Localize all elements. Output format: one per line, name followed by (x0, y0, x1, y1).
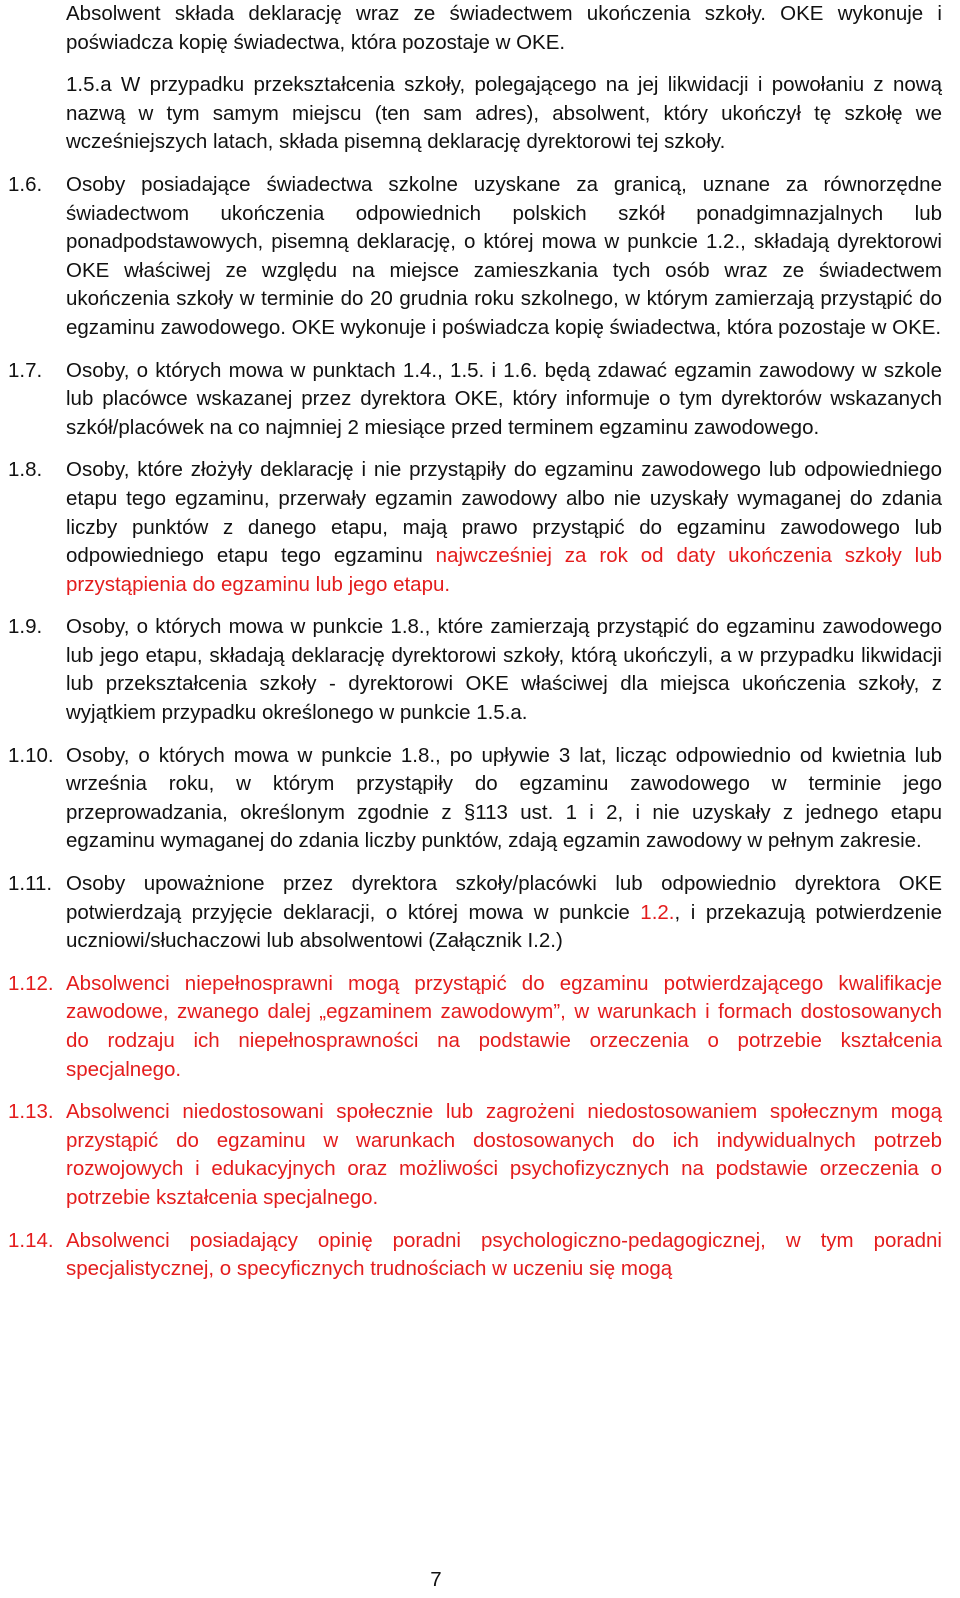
paragraph-gap (0, 343, 960, 357)
paragraph-number: 1.12. (8, 971, 54, 995)
highlighted-reference: 1.2. (640, 900, 675, 924)
paragraph-1-14 (0, 1227, 960, 1284)
paragraph-gap (0, 157, 960, 171)
paragraph-1-9 (0, 613, 960, 727)
paragraph-1-13 (0, 1098, 960, 1212)
paragraph-gap (0, 599, 960, 613)
paragraph-number: 1.14. (8, 1228, 54, 1252)
paragraph-1-12 (0, 970, 960, 1084)
paragraph-text: Osoby upoważnione przez dyrektora szkoły/placówki lub odpowiednio dyrektora OKE potwierdzają przyjęcie deklaracji, o której mowa w punkcie (66, 872, 942, 924)
paragraph-1-11 (0, 870, 960, 956)
paragraph-text: Absolwenci niedostosowani społecznie lub zagrożeni niedostosowaniem społecznym mogą przystąpić do egzaminu w warunkach dostosowanych do ich indywidualnych potrzeb rozwojowych i edukacyjnych oraz możliwości psychofizycznych na podstawie orzeczenia o potrzebie kształcenia specjalnego. (66, 1100, 942, 1209)
paragraph-1-8 (0, 456, 960, 599)
paragraph-gap (0, 1084, 960, 1098)
paragraph-text: Osoby, o których mowa w punkcie 1.8., które zamierzają przystąpić do egzaminu zawodowego lub jego etapu, składają deklarację dyrektorowi szkoły, którą ukończyli, a w przypadku likwidacji lub przekształcenia szkoły - dyrektorowi OKE właściwej dla miejsca ukończenia szkoły, z wyjątkiem przypadku określonego w punkcie 1.5.a. (66, 615, 942, 725)
paragraph-text: Osoby, o których mowa w punktach 1.4., 1.5. i 1.6. będą zdawać egzamin zawodowy w szkole lub placówce wskazanej przez dyrektora OKE, który informuje o tym dyrektorów wskazanych szkół/placówek na co najmniej 2 miesiące przed terminem egzaminu zawodowego. (66, 358, 942, 439)
paragraph-text: 1.5.a W przypadku przekształcenia szkoły, polegającego na jej likwidacji i powołaniu z nową nazwą w tym samym miejscu (ten sam adres), absolwent, który ukończył tę szkołę we wcześniejszych latach, składa pisemną deklarację dyrektorowi tej szkoły. (66, 73, 942, 154)
paragraph-1-5a (0, 71, 960, 157)
paragraph-number: 1.9. (8, 615, 43, 639)
paragraph-number: 1.8. (8, 458, 43, 482)
paragraph-number: 1.10. (8, 743, 54, 767)
paragraph-gap (0, 856, 960, 870)
page-number: 7 (430, 1568, 442, 1591)
paragraph-intro (0, 0, 960, 57)
paragraph-text: Osoby posiadające świadectwa szkolne uzyskane za granicą, uznane za równorzędne świadectwom ukończenia odpowiednich polskich szkół ponadgimnazjalnych lub ponadpodstawowych, pisemną deklarację, o której mowa w punkcie 1.2., składają dyrektorowi OKE właściwej ze względu na miejsce zamieszkania tych osób wraz ze świadectwem ukończenia szkoły w terminie do 20 grudnia roku szkolnego, w którym zamierzają przystąpić do egzaminu zawodowego. OKE wykonuje i poświadcza kopię świadectwa, która pozostaje w OKE. (66, 172, 942, 339)
paragraph-number: 1.7. (8, 358, 43, 382)
paragraph-text: Absolwent składa deklarację wraz ze świadectwem ukończenia szkoły. OKE wykonuje i poświadcza kopię świadectwa, która pozostaje w OKE. (66, 2, 942, 54)
paragraph-1-10 (0, 742, 960, 856)
paragraph-text: Osoby, które złożyły deklarację i nie przystąpiły do egzaminu zawodowego lub odpowiedniego etapu tego egzaminu, przerwały egzamin zawodowy albo nie uzyskały wymaganej do zdania liczby punktów z danego etapu, mają prawo przystąpić do egzaminu zawodowego lub odpowiedniego etapu tego egzaminu (66, 458, 942, 568)
paragraph-number: 1.6. (8, 172, 43, 196)
paragraph-gap (0, 956, 960, 970)
paragraph-gap (0, 728, 960, 742)
paragraph-gap (0, 1213, 960, 1227)
paragraph-number: 1.13. (8, 1100, 54, 1124)
paragraph-text: Absolwenci posiadający opinię poradni psychologiczno-pedagogicznej, w tym poradni specjalistycznej, o specyficznych trudnościach w uczeniu się mogą (66, 1228, 942, 1281)
paragraph-text: Osoby, o których mowa w punkcie 1.8., po upływie 3 lat, licząc odpowiednio od kwietnia lub września roku, w którym przystąpiły do egzaminu zawodowego w terminie jego przeprowadzania, określonym zgodnie z §113 ust. 1 i 2, i nie uzyskały z jednego etapu egzaminu wymaganej do zdania liczby punktów, zdają egzamin zawodowy w pełnym zakresie. (66, 743, 942, 853)
paragraph-number: 1.11. (8, 872, 53, 896)
highlighted-text: najwcześniej za rok od daty ukończenia szkoły lub przystąpienia do egzaminu lub jego etapu. (66, 544, 942, 596)
paragraph-text: Absolwenci niepełnosprawni mogą przystąpić do egzaminu potwierdzającego kwalifikacje zawodowe, zwanego dalej „egzaminem zawodowym”, w warunkach i formach dostosowanych do rodzaju ich niepełnosprawności na podstawie orzeczenia o potrzebie kształcenia specjalnego. (66, 971, 942, 1081)
paragraph-gap (0, 442, 960, 456)
paragraph-text-after: , i przekazują potwierdzenie uczniowi/słuchaczowi lub absolwentowi (Załącznik I.2.) (66, 900, 943, 953)
paragraph-1-6 (0, 171, 960, 343)
paragraph-1-7 (0, 357, 960, 443)
paragraph-gap (0, 57, 960, 71)
